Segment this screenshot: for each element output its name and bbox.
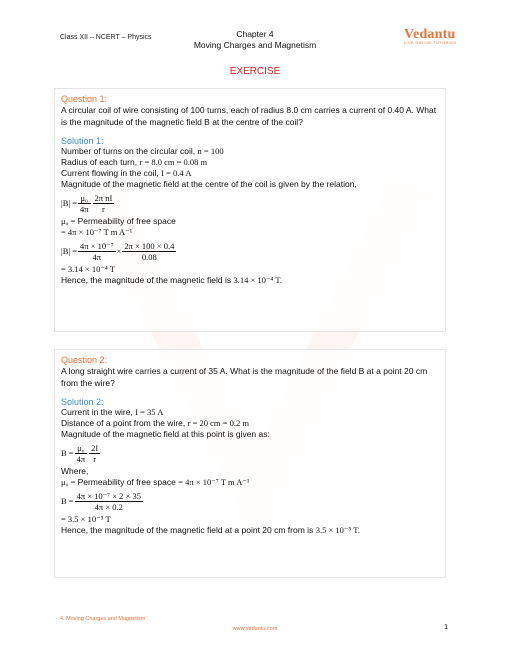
numerator: 2π × 100 × 0.4 (124, 240, 175, 251)
line-math: 3.5 × 10⁻⁵ T. (315, 525, 360, 535)
eq-lhs: B = (61, 448, 74, 458)
solution-1-label: Solution 1: (61, 136, 104, 146)
eq-lhs: |B| = (61, 246, 77, 256)
fraction (93, 193, 115, 214)
question-2-label: Question 2: (61, 355, 108, 365)
line-math: 3.14 × 10⁻⁴ T. (233, 275, 283, 285)
line-math: μ₀ = (61, 216, 78, 226)
solution-2-label: Solution 2: (61, 397, 104, 407)
solution-line: = 3.14 × 10⁻⁴ T (61, 264, 115, 274)
exercise-title: EXERCISE (229, 66, 281, 77)
line-text: Magnitude of the magnetic field at the centre of the coil is given by the relation, (61, 179, 357, 189)
solution-line: = 3.5 × 10⁻⁵ T (61, 514, 111, 524)
solution-line (61, 407, 439, 418)
equation-substitution (61, 238, 439, 264)
footer-chapter: 4. Moving Charges and Magnetism (60, 616, 146, 622)
class-label: Class XII – NCERT – Physics (60, 34, 152, 41)
solution-line: = 4π × 10⁻⁷ T m A⁻¹ (61, 227, 133, 237)
fraction (75, 443, 88, 464)
line-math: r = 8.0 cm = 0.08 m (139, 157, 208, 167)
eq-lhs: B = (61, 496, 74, 506)
line-text: Distance of a point from the wire, (61, 418, 186, 428)
equation-substitution (61, 488, 439, 514)
logo-subtext: LIVE ONLINE TUTORING (404, 41, 457, 45)
denominator: 4π (80, 203, 89, 214)
vedantu-logo (404, 27, 462, 47)
fraction (122, 241, 176, 262)
chapter-number: Chapter 4 (236, 29, 274, 39)
numerator: 4π × 10⁻⁷ × 2 × 35 (76, 490, 141, 501)
line-text: Current flowing in the coil, (61, 168, 159, 178)
numerator: 4π × 10⁻⁷ (80, 240, 114, 251)
times-sign: × (116, 246, 122, 256)
question-1-box (54, 88, 446, 332)
solution-line (61, 429, 439, 440)
line-math: n = 100 (197, 146, 224, 156)
solution-line: Where, (61, 466, 89, 476)
footer-website-link[interactable]: www.vedantu.com (232, 626, 278, 632)
chapter-title: Moving Charges and Magnetism (193, 40, 317, 50)
solution-line (61, 146, 439, 157)
chapter-heading (150, 29, 360, 51)
solution-line (61, 179, 439, 190)
numerator: 2π nI (94, 192, 113, 203)
solution-line (61, 418, 439, 429)
solution-line (61, 275, 439, 286)
question-2-box (54, 349, 446, 578)
page-number: 1 (444, 624, 448, 631)
denominator: 4π (92, 251, 102, 262)
fraction (89, 443, 100, 464)
line-text: Permeability of free space (77, 216, 176, 226)
fraction (75, 491, 143, 512)
equation-field-formula (61, 440, 439, 466)
line-text: Radius of each turn, (61, 157, 138, 167)
line-math: = 4π × 10⁻⁷ T m A⁻¹ (178, 477, 250, 487)
denominator: r (93, 453, 97, 464)
solution-line (61, 477, 439, 488)
question-2-text: A long straight wire carries a current of 35 A. What is the magnitude of the field B at a point 20 cm from the wire? (61, 366, 428, 388)
eq-lhs: |B| = (61, 198, 77, 208)
solution-line (61, 216, 439, 227)
denominator: 4π (76, 453, 86, 464)
logo-text: Vedantu (404, 27, 456, 42)
question-1-text: A circular coil of wire consisting of 100 turns, each of radius 8.0 cm carries a current of 0.40 A. What is the magnitude of the magnetic field B at the centre of the coil? (61, 105, 437, 127)
line-text: Number of turns on the circular coil, (61, 146, 196, 156)
fraction (78, 241, 116, 262)
line-math: r = 20 cm = 0.2 m (187, 418, 249, 428)
line-text: Hence, the magnitude of the magnetic field is (61, 275, 232, 285)
line-math: μ₀ = (61, 477, 78, 487)
solution-line (61, 157, 439, 168)
question-1-label: Question 1: (61, 94, 108, 104)
solution-line (61, 525, 439, 536)
solution-line (61, 168, 439, 179)
numerator: 2I (91, 442, 99, 453)
line-math: I = 0.4 A (161, 168, 192, 178)
numerator: μ₀ (75, 443, 88, 454)
equation-field-formula (61, 190, 439, 216)
line-text: Current in the wire, (61, 407, 133, 417)
numerator: μ₀ (78, 193, 91, 204)
denominator: r (102, 203, 105, 214)
denominator: 4π × 0.2 (94, 501, 123, 512)
line-text: Hence, the magnitude of the magnetic field at a point 20 cm from is (61, 525, 314, 535)
line-text: Magnitude of the magnetic field at this point is given as: (61, 429, 270, 439)
denominator: 0.08 (141, 251, 157, 262)
line-text: Permeability of free space (77, 477, 176, 487)
fraction (78, 193, 91, 214)
line-math: I = 35 A (135, 407, 164, 417)
